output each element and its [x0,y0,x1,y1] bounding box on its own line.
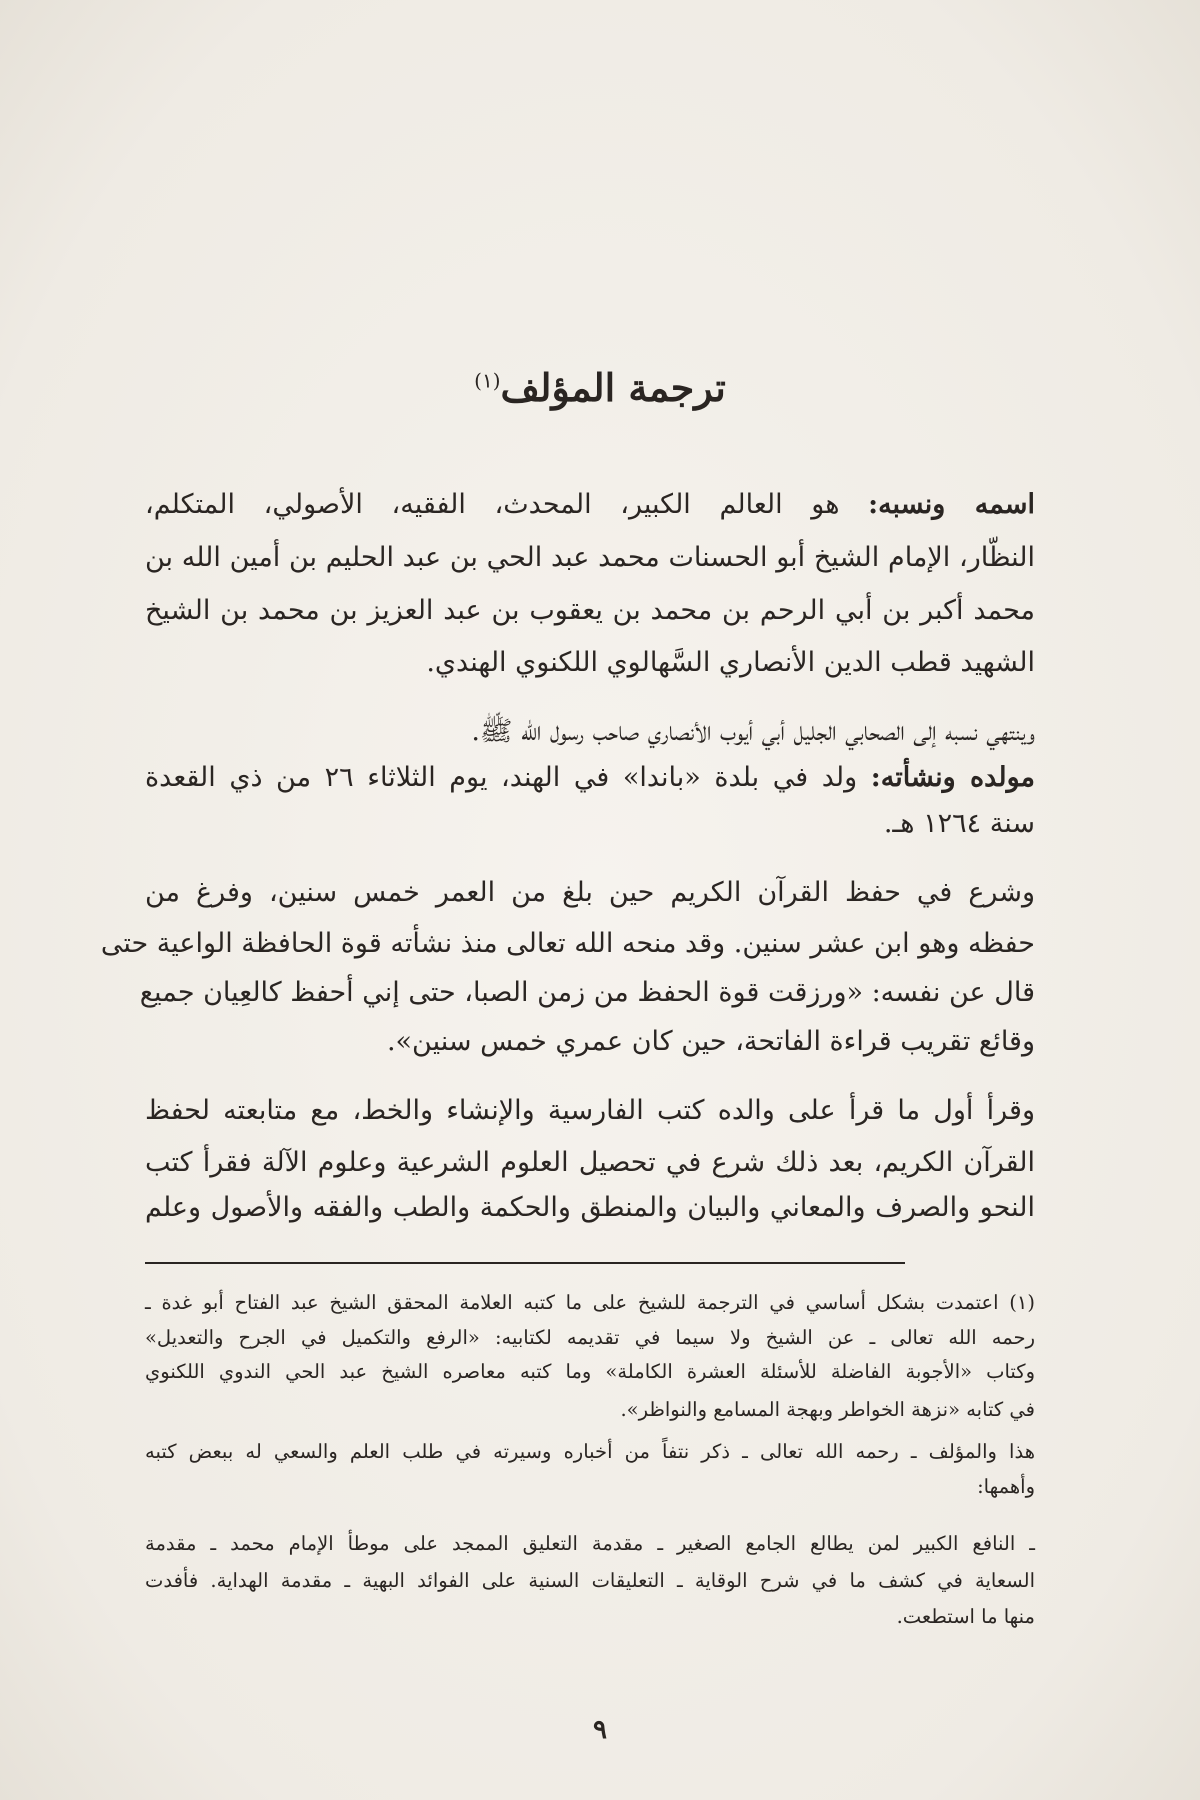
body-line: الشهيد قطب الدين الأنصاري السَّهالوي اللكنوي الهندي. [426,647,1035,678]
footnote-line: منها ما استطعت. [896,1605,1035,1628]
footnote-line: في كتابه «نزهة الخواطر وبهجة المسامع والنواظر». [620,1398,1035,1421]
chapter-title-text: ترجمة المؤلف [500,365,726,410]
body-line: القرآن الكريم، بعد ذلك شرع في تحصيل العلوم الشرعية وعلوم الآلة فقرأ كتب [145,1147,1035,1178]
body-line: وقرأ أول ما قرأ على والده كتب الفارسية والإنشاء والخط، مع متابعته لحفظ [145,1095,1035,1126]
body-line: النظّار، الإمام الشيخ أبو الحسنات محمد عبد الحي بن عبد الحليم بن أمين الله بن [145,542,1035,573]
body-line [145,485,1035,525]
body-line: حفظه وهو ابن عشر سنين. وقد منحه الله تعالى منذ نشأته قوة الحافظة الواعية حتى [100,928,1035,959]
footnote-line: السعاية في كشف ما في شرح الوقاية ـ التعليقات السنية على الفوائد البهية ـ مقدمة الهداية. فأفدت [145,1569,1035,1592]
chapter-title [0,365,1200,410]
page-number: ٩ [593,1715,607,1745]
body-line [145,758,1035,798]
body-line: وقائع تقريب قراءة الفاتحة، حين كان عمري خمس سنين». [386,1026,1035,1057]
body-line: وشرع في حفظ القرآن الكريم حين بلغ من العمر خمس سنين، وفرغ من [145,877,1035,908]
footnote-divider [145,1262,905,1264]
footnote-marker: (١) [474,368,501,393]
body-line: سنة ١٢٦٤ هـ. [883,808,1035,839]
footnote-line: هذا والمؤلف ـ رحمه الله تعالى ـ ذكر نتفاً من أخباره وسيرته في طلب العلم والسعي له ببعض كتبه [145,1440,1035,1463]
footnote-line: ـ النافع الكبير لمن يطالع الجامع الصغير ـ مقدمة التعليق الممجد على موطأ الإمام محمد ـ مقدمة [145,1532,1035,1555]
footnote-line: وكتاب «الأجوبة الفاضلة للأسئلة العشرة الكاملة» وما كتبه معاصره الشيخ عبد الحي الندوي اللكنوي [145,1360,1035,1383]
section-lead-name: اسمه ونسبه: [868,489,1036,520]
footnote-line: (١) اعتمدت بشكل أساسي في الترجمة للشيخ على ما كتبه العلامة المحقق الشيخ عبد الفتاح أبو غدة ـ [145,1291,1035,1314]
footnote-line: رحمه الله تعالى ـ عن الشيخ ولا سيما في تقديمه لكتابيه: «الرفع والتكميل في الجرح والتعديل» [145,1326,1035,1349]
section-lead-birth: مولده ونشأته: [870,762,1035,793]
body-text: هو العالم الكبير، المحدث، الفقيه، الأصولي، المتكلم، [145,489,840,520]
body-line: النحو والصرف والمعاني والبيان والمنطق والحكمة والطب والفقه والأصول وعلم [145,1192,1035,1223]
body-text: ولد في بلدة «باندا» في الهند، يوم الثلاثاء ٢٦ من ذي القعدة [145,762,858,793]
footnote-line: وأهمها: [977,1475,1035,1498]
body-line: محمد أكبر بن أبي الرحم بن محمد بن يعقوب بن عبد العزيز بن محمد بن الشيخ [145,595,1035,626]
body-line: قال عن نفسه: «ورزقت قوة الحفظ من زمن الصبا، حتى إني أحفظ كالعِيان جميع [139,977,1035,1008]
body-line: وينتهي نسبه إلى الصحابي الجليل أبي أيوب الأنصاري صاحب رسول الله ﷺ. [471,716,1035,747]
